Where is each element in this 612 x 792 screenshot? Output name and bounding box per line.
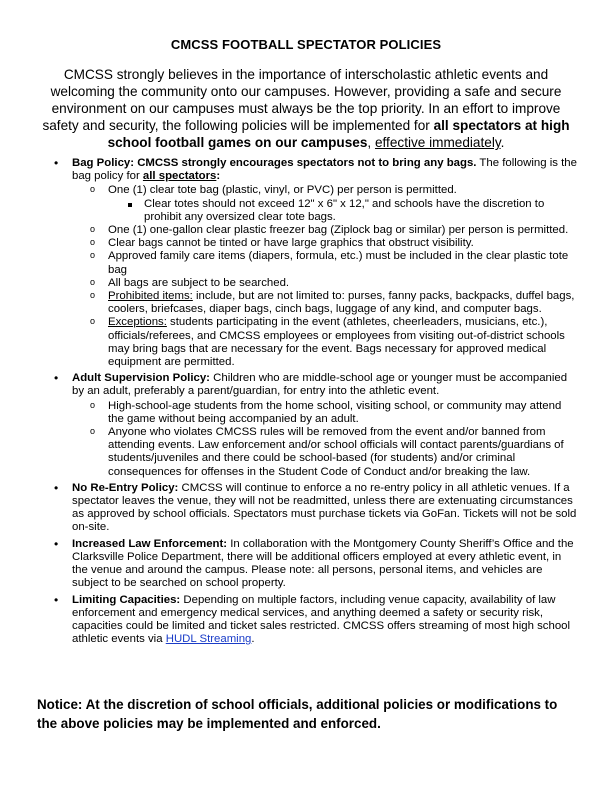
- intro-effective: effective immediately: [374, 135, 501, 150]
- bag-policy-colon: :: [216, 170, 221, 183]
- law-heading: Increased Law Enforcement:: [72, 537, 228, 550]
- bag-item-prohibited: [72, 290, 577, 316]
- bag-item-freezer-bag: o One (1) one-gallon clear plastic freezer bag (Ziplock bag or similar) per person is permitted.: [72, 224, 577, 237]
- intro-text: CMCSS strongly believes in the importance of interscholastic athletic events and welcoming the community onto our campuses. However, providing a safe and secure environment on our campuses must always be the top priority. In an effort to improve safety and security, the following policies will be implemented for: [42, 67, 562, 133]
- page-title: CMCSS FOOTBALL SPECTATOR POLICIES: [170, 37, 442, 52]
- capacity-heading: Limiting Capacities:: [72, 593, 181, 606]
- supervision-heading: Adult Supervision Policy:: [72, 372, 210, 385]
- intro-bold: all spectators at high school football games on our campuses: [107, 118, 570, 150]
- capacity-end: .: [251, 633, 255, 646]
- bag-policy-emph: all spectators: [142, 170, 217, 183]
- tote-notes: [108, 198, 577, 224]
- intro-paragraph: [40, 66, 572, 151]
- bag-item-text: One (1) clear tote bag (plastic, vinyl, or PVC) per person is permitted.: [108, 184, 457, 197]
- supervision-text: Children who are middle-school age or younger must be accompanied by an adult, preferably a parent/guardian, for entry into the athletic event.: [72, 372, 568, 398]
- law-text: In collaboration with the Montgomery County Sheriff’s Office and the Clarksville Police Department, there will be additional officers employed at every athletic event, in the venue and around the campus. Please note: all persons, personal items, and vehicles are subject to be searched on school property.: [72, 537, 574, 590]
- bag-policy-text: The following is the bag policy for: [72, 157, 577, 183]
- prohibited-text: include, but are not limited to: purses, fanny packs, backpacks, duffel bags, coolers, briefcases, diaper bags, cinch bags, luggage of any kind, and computer bags.: [108, 290, 575, 316]
- intro-end: .: [500, 135, 505, 150]
- bag-policy-heading: Bag Policy: CMCSS strongly encourages spectators not to bring any bags.: [72, 157, 477, 169]
- supervision-items: [72, 400, 577, 479]
- policy-list: [37, 157, 577, 649]
- bag-policy-items: [72, 184, 577, 369]
- bag-item-clear-tote: [72, 184, 577, 224]
- intro-comma: ,: [367, 135, 375, 150]
- notice-paragraph: Notice: At the discretion of school officials, additional policies or modifications to the above policies may be implemented and enforced.: [37, 697, 558, 731]
- bag-item-no-tint: o Clear bags cannot be tinted or have large graphics that obstruct visibility.: [72, 237, 577, 250]
- supervision-item-violations: o Anyone who violates CMCSS rules will be removed from the event and/or banned from attending events. Law enforcement and/or school officials will contact parents/guardians of students/juveniles and there could be school-based (for students) and/or criminal consequences for offenses in the Student Code of Conduct and/or breaking the law.: [72, 426, 577, 479]
- exceptions-label: Exceptions:: [108, 316, 167, 329]
- reentry-heading: No Re-Entry Policy:: [72, 481, 179, 494]
- bag-item-search: o All bags are subject to be searched.: [72, 277, 577, 290]
- bag-policy: [37, 157, 577, 369]
- adult-supervision-policy: [37, 372, 577, 479]
- exceptions-text: students participating in the event (athletes, cheerleaders, musicians, etc.), officials/referees, and CMCSS employees or employees from visiting out-of-district schools may bring bags that are necessary for the event. Bags necessary for approved medical equipment are permitted.: [108, 316, 565, 369]
- hudl-streaming-link[interactable]: HUDL Streaming: [165, 633, 252, 646]
- supervision-item-highschool: o High-school-age students from the home school, visiting school, or community may attend the game without being accompanied by an adult.: [72, 400, 577, 426]
- limiting-capacities-policy: [37, 594, 577, 647]
- bag-item-exceptions: [72, 316, 577, 369]
- tote-size-note: Clear totes should not exceed 12" x 6" x 12," and schools have the discretion to prohibit any oversized clear tote bags.: [108, 198, 577, 224]
- reentry-text: CMCSS will continue to enforce a no re-entry policy in all athletic venues. If a spectator leaves the venue, they will not be readmitted, unless there are extenuating circumstances as approved by school officials. Spectators must purchase tickets via GoFan. Tickets will not be sold on-site.: [72, 481, 577, 534]
- prohibited-label: Prohibited items:: [108, 290, 193, 303]
- bag-item-family-care: o Approved family care items (diapers, formula, etc.) must be included in the clear plastic tote bag: [72, 250, 577, 276]
- capacity-text: Depending on multiple factors, including venue capacity, availability of law enforcement and emergency medical services, and anything deemed a safety or security risk, capacities could be limited and ticket sales restricted. CMCSS offers streaming of most high school athletic events via: [72, 593, 571, 646]
- law-enforcement-policy: [37, 538, 577, 591]
- no-reentry-policy: [37, 482, 577, 535]
